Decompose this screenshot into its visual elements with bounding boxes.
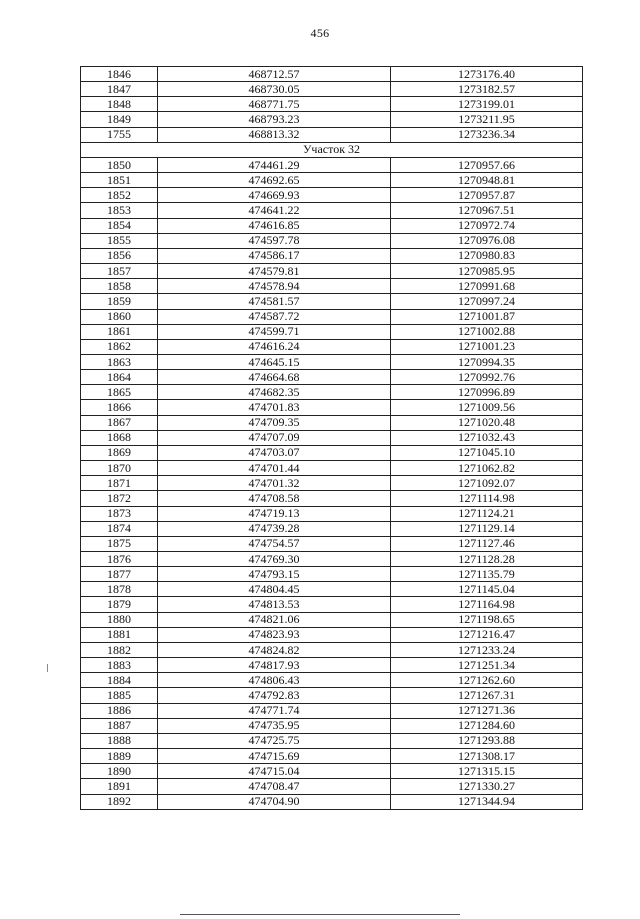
point-number-cell: 1851 <box>81 173 158 188</box>
y-coordinate-cell: 1271284.60 <box>391 718 583 733</box>
x-coordinate-cell: 474587.72 <box>158 309 391 324</box>
point-number-cell: 1866 <box>81 400 158 415</box>
y-coordinate-cell: 1270972.74 <box>391 218 583 233</box>
table-row <box>81 400 583 415</box>
y-coordinate-cell: 1271001.87 <box>391 309 583 324</box>
y-coordinate-cell: 1271114.98 <box>391 491 583 506</box>
y-coordinate-cell: 1270957.87 <box>391 188 583 203</box>
y-coordinate-cell: 1271216.47 <box>391 627 583 642</box>
x-coordinate-cell: 474739.28 <box>158 521 391 536</box>
table-row <box>81 764 583 779</box>
x-coordinate-cell: 474703.07 <box>158 445 391 460</box>
table-row <box>81 233 583 248</box>
table-row <box>81 506 583 521</box>
table-row <box>81 521 583 536</box>
x-coordinate-cell: 468730.05 <box>158 82 391 97</box>
point-number-cell: 1858 <box>81 279 158 294</box>
y-coordinate-cell: 1270992.76 <box>391 370 583 385</box>
y-coordinate-cell: 1271127.46 <box>391 536 583 551</box>
table-row <box>81 339 583 354</box>
y-coordinate-cell: 1271145.04 <box>391 582 583 597</box>
x-coordinate-cell: 474704.90 <box>158 794 391 809</box>
x-coordinate-cell: 474578.94 <box>158 279 391 294</box>
point-number-cell: 1879 <box>81 597 158 612</box>
point-number-cell: 1850 <box>81 157 158 172</box>
x-coordinate-cell: 474701.44 <box>158 461 391 476</box>
table-row <box>81 491 583 506</box>
y-coordinate-cell: 1271045.10 <box>391 445 583 460</box>
y-coordinate-cell: 1270976.08 <box>391 233 583 248</box>
table-row <box>81 218 583 233</box>
table-row <box>81 97 583 112</box>
x-coordinate-cell: 474824.82 <box>158 642 391 657</box>
y-coordinate-cell: 1271032.43 <box>391 430 583 445</box>
table-row <box>81 415 583 430</box>
point-number-cell: 1877 <box>81 567 158 582</box>
x-coordinate-cell: 474754.57 <box>158 536 391 551</box>
x-coordinate-cell: 474579.81 <box>158 264 391 279</box>
x-coordinate-cell: 474701.32 <box>158 476 391 491</box>
table-row <box>81 203 583 218</box>
table-row <box>81 703 583 718</box>
x-coordinate-cell: 474645.15 <box>158 354 391 369</box>
table-row <box>81 294 583 309</box>
table-row <box>81 794 583 809</box>
table-row <box>81 733 583 748</box>
point-number-cell: 1755 <box>81 127 158 142</box>
x-coordinate-cell: 474616.85 <box>158 218 391 233</box>
coordinates-table-body <box>81 67 583 810</box>
point-number-cell: 1856 <box>81 248 158 263</box>
x-coordinate-cell: 468712.57 <box>158 67 391 82</box>
section-header-row <box>81 142 583 157</box>
page-number: 456 <box>310 26 330 40</box>
point-number-cell: 1875 <box>81 536 158 551</box>
x-coordinate-cell: 468813.32 <box>158 127 391 142</box>
y-coordinate-cell: 1273199.01 <box>391 97 583 112</box>
point-number-cell: 1868 <box>81 430 158 445</box>
table-row <box>81 461 583 476</box>
table-row <box>81 658 583 673</box>
table-row <box>81 354 583 369</box>
point-number-cell: 1876 <box>81 552 158 567</box>
y-coordinate-cell: 1271330.27 <box>391 779 583 794</box>
x-coordinate-cell: 474664.68 <box>158 370 391 385</box>
x-coordinate-cell: 474586.17 <box>158 248 391 263</box>
x-coordinate-cell: 468771.75 <box>158 97 391 112</box>
table-row <box>81 688 583 703</box>
point-number-cell: 1881 <box>81 627 158 642</box>
table-row <box>81 279 583 294</box>
table-row <box>81 127 583 142</box>
y-coordinate-cell: 1271128.28 <box>391 552 583 567</box>
y-coordinate-cell: 1273182.57 <box>391 82 583 97</box>
y-coordinate-cell: 1271092.07 <box>391 476 583 491</box>
table-row <box>81 370 583 385</box>
table-row <box>81 567 583 582</box>
table-row <box>81 476 583 491</box>
margin-mark <box>47 664 48 672</box>
x-coordinate-cell: 474821.06 <box>158 612 391 627</box>
point-number-cell: 1887 <box>81 718 158 733</box>
x-coordinate-cell: 474771.74 <box>158 703 391 718</box>
point-number-cell: 1870 <box>81 461 158 476</box>
point-number-cell: 1871 <box>81 476 158 491</box>
point-number-cell: 1849 <box>81 112 158 127</box>
point-number-cell: 1869 <box>81 445 158 460</box>
point-number-cell: 1854 <box>81 218 158 233</box>
point-number-cell: 1872 <box>81 491 158 506</box>
point-number-cell: 1889 <box>81 749 158 764</box>
point-number-cell: 1857 <box>81 264 158 279</box>
x-coordinate-cell: 474599.71 <box>158 324 391 339</box>
table-row <box>81 597 583 612</box>
table-row <box>81 324 583 339</box>
y-coordinate-cell: 1271308.17 <box>391 749 583 764</box>
table-row <box>81 445 583 460</box>
point-number-cell: 1848 <box>81 97 158 112</box>
point-number-cell: 1890 <box>81 764 158 779</box>
point-number-cell: 1867 <box>81 415 158 430</box>
y-coordinate-cell: 1270996.89 <box>391 385 583 400</box>
table-row <box>81 718 583 733</box>
x-coordinate-cell: 474715.04 <box>158 764 391 779</box>
y-coordinate-cell: 1271020.48 <box>391 415 583 430</box>
x-coordinate-cell: 474813.53 <box>158 597 391 612</box>
x-coordinate-cell: 474719.13 <box>158 506 391 521</box>
y-coordinate-cell: 1270985.95 <box>391 264 583 279</box>
table-row <box>81 749 583 764</box>
table-row <box>81 552 583 567</box>
x-coordinate-cell: 474692.65 <box>158 173 391 188</box>
x-coordinate-cell: 474701.83 <box>158 400 391 415</box>
x-coordinate-cell: 474708.58 <box>158 491 391 506</box>
point-number-cell: 1855 <box>81 233 158 248</box>
point-number-cell: 1863 <box>81 354 158 369</box>
y-coordinate-cell: 1271344.94 <box>391 794 583 809</box>
y-coordinate-cell: 1271293.88 <box>391 733 583 748</box>
y-coordinate-cell: 1271233.24 <box>391 642 583 657</box>
point-number-cell: 1884 <box>81 673 158 688</box>
x-coordinate-cell: 474709.35 <box>158 415 391 430</box>
y-coordinate-cell: 1270967.51 <box>391 203 583 218</box>
point-number-cell: 1864 <box>81 370 158 385</box>
x-coordinate-cell: 474597.78 <box>158 233 391 248</box>
y-coordinate-cell: 1271271.36 <box>391 703 583 718</box>
x-coordinate-cell: 474793.15 <box>158 567 391 582</box>
point-number-cell: 1859 <box>81 294 158 309</box>
x-coordinate-cell: 474707.09 <box>158 430 391 445</box>
section-title: Участок 32 <box>81 142 583 157</box>
point-number-cell: 1880 <box>81 612 158 627</box>
point-number-cell: 1882 <box>81 642 158 657</box>
table-row <box>81 779 583 794</box>
point-number-cell: 1861 <box>81 324 158 339</box>
point-number-cell: 1878 <box>81 582 158 597</box>
point-number-cell: 1853 <box>81 203 158 218</box>
point-number-cell: 1892 <box>81 794 158 809</box>
point-number-cell: 1846 <box>81 67 158 82</box>
y-coordinate-cell: 1271267.31 <box>391 688 583 703</box>
table-row <box>81 112 583 127</box>
y-coordinate-cell: 1273176.40 <box>391 67 583 82</box>
x-coordinate-cell: 474792.83 <box>158 688 391 703</box>
table-row <box>81 157 583 172</box>
table-row <box>81 309 583 324</box>
x-coordinate-cell: 474708.47 <box>158 779 391 794</box>
y-coordinate-cell: 1273211.95 <box>391 112 583 127</box>
y-coordinate-cell: 1270994.35 <box>391 354 583 369</box>
y-coordinate-cell: 1270991.68 <box>391 279 583 294</box>
table-row <box>81 67 583 82</box>
point-number-cell: 1888 <box>81 733 158 748</box>
y-coordinate-cell: 1271009.56 <box>391 400 583 415</box>
point-number-cell: 1865 <box>81 385 158 400</box>
y-coordinate-cell: 1271001.23 <box>391 339 583 354</box>
table-row <box>81 385 583 400</box>
point-number-cell: 1860 <box>81 309 158 324</box>
table-row <box>81 430 583 445</box>
table-row <box>81 264 583 279</box>
bottom-rule <box>180 914 460 915</box>
x-coordinate-cell: 474725.75 <box>158 733 391 748</box>
point-number-cell: 1847 <box>81 82 158 97</box>
x-coordinate-cell: 474804.45 <box>158 582 391 597</box>
y-coordinate-cell: 1271315.15 <box>391 764 583 779</box>
x-coordinate-cell: 468793.23 <box>158 112 391 127</box>
y-coordinate-cell: 1271198.65 <box>391 612 583 627</box>
table-row <box>81 536 583 551</box>
point-number-cell: 1886 <box>81 703 158 718</box>
y-coordinate-cell: 1271164.98 <box>391 597 583 612</box>
table-row <box>81 82 583 97</box>
x-coordinate-cell: 474806.43 <box>158 673 391 688</box>
x-coordinate-cell: 474817.93 <box>158 658 391 673</box>
y-coordinate-cell: 1270980.83 <box>391 248 583 263</box>
y-coordinate-cell: 1271129.14 <box>391 521 583 536</box>
x-coordinate-cell: 474641.22 <box>158 203 391 218</box>
x-coordinate-cell: 474735.95 <box>158 718 391 733</box>
x-coordinate-cell: 474823.93 <box>158 627 391 642</box>
x-coordinate-cell: 474461.29 <box>158 157 391 172</box>
coordinates-table <box>80 66 583 810</box>
x-coordinate-cell: 474616.24 <box>158 339 391 354</box>
point-number-cell: 1852 <box>81 188 158 203</box>
y-coordinate-cell: 1271262.60 <box>391 673 583 688</box>
point-number-cell: 1885 <box>81 688 158 703</box>
table-row <box>81 188 583 203</box>
y-coordinate-cell: 1271135.79 <box>391 567 583 582</box>
table-row <box>81 173 583 188</box>
point-number-cell: 1874 <box>81 521 158 536</box>
x-coordinate-cell: 474715.69 <box>158 749 391 764</box>
table-row <box>81 673 583 688</box>
point-number-cell: 1891 <box>81 779 158 794</box>
y-coordinate-cell: 1271251.34 <box>391 658 583 673</box>
table-row <box>81 582 583 597</box>
x-coordinate-cell: 474581.57 <box>158 294 391 309</box>
table-row <box>81 248 583 263</box>
y-coordinate-cell: 1271124.21 <box>391 506 583 521</box>
point-number-cell: 1862 <box>81 339 158 354</box>
y-coordinate-cell: 1271002.88 <box>391 324 583 339</box>
table-row <box>81 612 583 627</box>
x-coordinate-cell: 474682.35 <box>158 385 391 400</box>
x-coordinate-cell: 474769.30 <box>158 552 391 567</box>
y-coordinate-cell: 1270957.66 <box>391 157 583 172</box>
y-coordinate-cell: 1270948.81 <box>391 173 583 188</box>
point-number-cell: 1883 <box>81 658 158 673</box>
x-coordinate-cell: 474669.93 <box>158 188 391 203</box>
y-coordinate-cell: 1271062.82 <box>391 461 583 476</box>
table-row <box>81 642 583 657</box>
y-coordinate-cell: 1273236.34 <box>391 127 583 142</box>
point-number-cell: 1873 <box>81 506 158 521</box>
y-coordinate-cell: 1270997.24 <box>391 294 583 309</box>
table-row <box>81 627 583 642</box>
